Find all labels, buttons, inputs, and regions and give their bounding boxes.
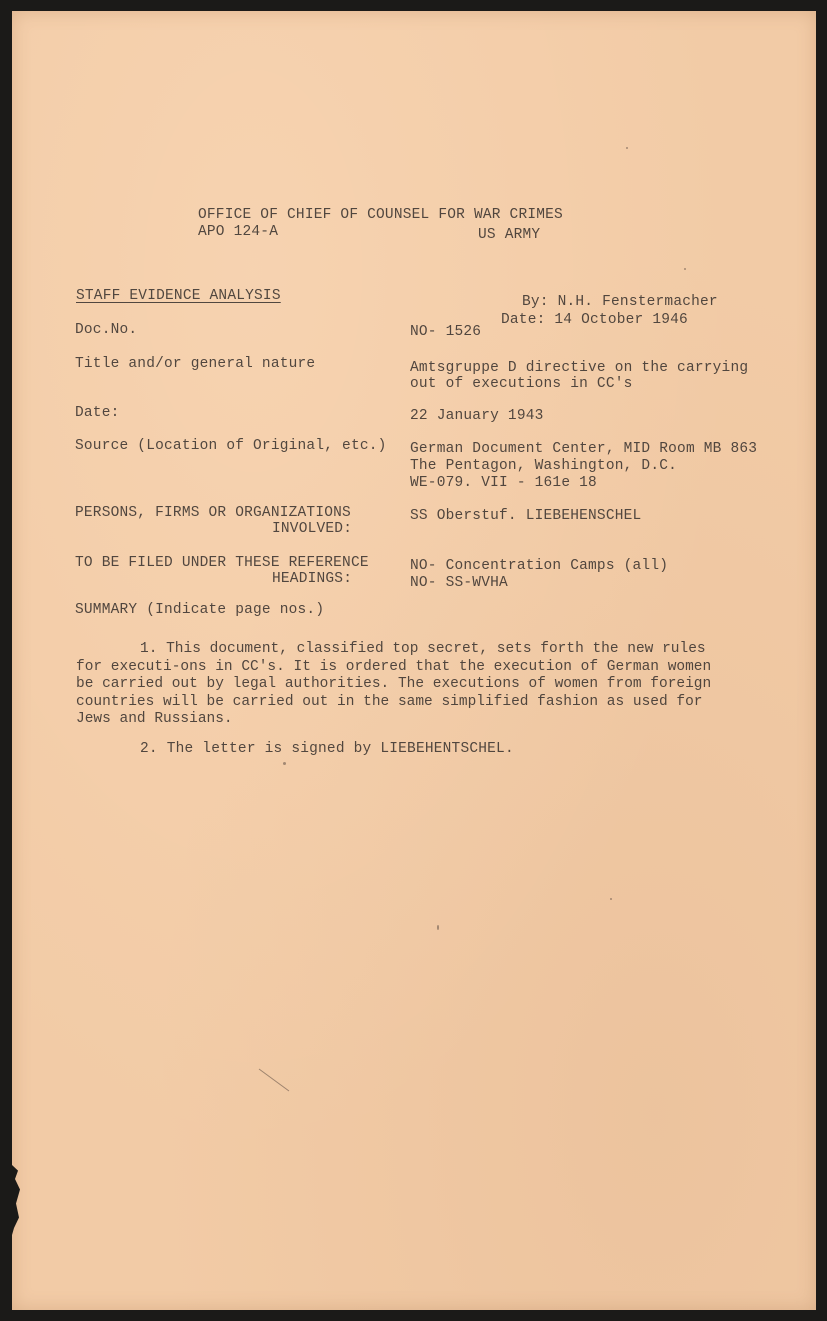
paper-scratch [255,1065,295,1095]
date-label: Date: [75,405,120,421]
date-value: 22 January 1943 [410,408,544,424]
source-value-line1: German Document Center, MID Room MB 863 [410,441,758,457]
persons-label-line2: INVOLVED: [272,521,353,537]
paper-speck [283,762,286,765]
analyst-name: By: N.H. Fenstermacher [522,294,718,310]
paper-speck [610,898,612,900]
paper-speck [684,268,686,270]
title-value-line1: Amtsgruppe D directive on the carrying [410,360,749,376]
source-value-line3: WE-079. VII - 161e 18 [410,475,597,491]
analysis-heading: STAFF EVIDENCE ANALYSIS [76,288,281,304]
filed-value-line1: NO- Concentration Camps (all) [410,558,669,574]
persons-label-line1: PERSONS, FIRMS OR ORGANIZATIONS [75,505,351,521]
summary-paragraph-1: 1. This document, classified top secret, sets forth the new rules for executi-ons in CC's. It is ordered that the execution of German women be carried out by legal authorities. The executions of women from foreign countries will be carried out in the same simplified fashion as used for Jews and Russians. [76,641,712,727]
summary-paragraph-2: 2. The letter is signed by LIEBEHENTSCHEL. [140,741,514,757]
title-value-line2: out of executions in CC's [410,376,633,392]
army-label: US ARMY [478,227,541,243]
doc-no-label: Doc.No. [75,322,138,338]
filed-value-line2: NO- SS-WVHA [410,575,508,591]
summary-label: SUMMARY (Indicate page nos.) [75,602,325,618]
source-label: Source (Location of Original, etc.) [75,438,387,454]
persons-value: SS Oberstuf. LIEBEHENSCHEL [410,508,642,524]
analysis-date: Date: 14 October 1946 [501,312,688,328]
filed-label-line2: HEADINGS: [272,571,353,587]
paper-speck [626,147,628,149]
title-label: Title and/or general nature [75,356,316,372]
paper-speck [437,925,439,930]
filed-label-line1: TO BE FILED UNDER THESE REFERENCE [75,555,369,571]
source-value-line2: The Pentagon, Washington, D.C. [410,458,678,474]
doc-no-value: NO- 1526 [410,324,482,340]
apo-number: APO 124-A [198,224,279,240]
office-title: OFFICE OF CHIEF OF COUNSEL FOR WAR CRIMES [198,207,563,223]
